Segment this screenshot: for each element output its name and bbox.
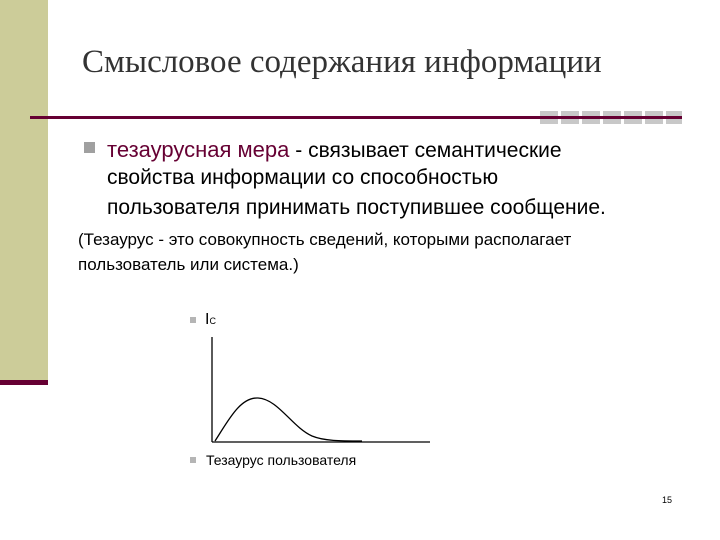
information-curve [215, 398, 362, 441]
y-axis-label [205, 311, 216, 329]
sidebar-accent-bar [0, 0, 48, 382]
sidebar-accent-rule [0, 380, 48, 385]
main-bullet [107, 135, 707, 165]
page-number: 15 [662, 495, 673, 505]
note-line-2: пользователь или система.) [78, 255, 299, 274]
x-axis-label: Тезаурус пользователя [206, 452, 357, 468]
thesaurus-graph [200, 335, 435, 447]
bullet-line-2: свойства информации со способностью [107, 166, 499, 189]
sub-bullet-icon-2 [190, 457, 196, 463]
title-rule-overlay [540, 116, 682, 119]
y-axis-label-sub: C [209, 316, 216, 326]
sub-bullet-icon [190, 317, 196, 323]
y-axis-label-main: I [205, 311, 210, 328]
bullet-square-icon [84, 142, 95, 153]
bullet-text: - связывает семантические [289, 139, 562, 162]
bullet-line-3: пользователя принимать поступившее сообщение. [107, 196, 606, 219]
slide-title: Смысловое содержания информации [82, 44, 602, 80]
bullet-term: тезаурусная мера [107, 137, 290, 162]
note-line-1: (Тезаурус - это совокупность сведений, которыми располагает [78, 230, 572, 249]
